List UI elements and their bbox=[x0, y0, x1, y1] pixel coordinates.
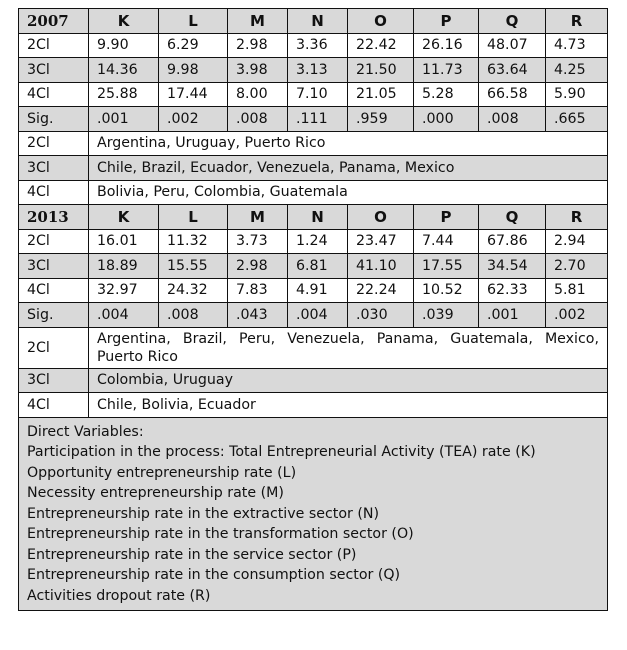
table-cell: 2.70 bbox=[546, 254, 608, 279]
col-header-m: M bbox=[228, 205, 288, 230]
table-cell: .008 bbox=[228, 107, 288, 132]
legend-item-l: Opportunity entrepreneurship rate (L) bbox=[27, 464, 297, 481]
cluster-row bbox=[19, 180, 608, 205]
cluster-row bbox=[19, 393, 608, 418]
table-cell: 62.33 bbox=[479, 278, 546, 303]
legend-item-o: Entrepreneurship rate in the transformation sector (O) bbox=[27, 526, 414, 542]
cluster-countries: Chile, Bolivia, Ecuador bbox=[89, 393, 608, 418]
table-cell: .001 bbox=[89, 107, 159, 132]
table-cell: .111 bbox=[288, 107, 348, 132]
table-cell: 2.98 bbox=[228, 33, 288, 58]
legend-title: Direct Variables: bbox=[27, 423, 144, 440]
cluster-row bbox=[19, 156, 608, 181]
table-cell: .030 bbox=[348, 303, 414, 328]
col-header-p: P bbox=[414, 9, 479, 34]
table-cell: 10.52 bbox=[414, 278, 479, 303]
cluster-countries: Argentina, Uruguay, Puerto Rico bbox=[89, 131, 608, 156]
cluster-row bbox=[19, 131, 608, 156]
table-cell: .004 bbox=[288, 303, 348, 328]
table-cell: 1.24 bbox=[288, 229, 348, 254]
table-cell: 34.54 bbox=[479, 254, 546, 279]
table-cell: 6.29 bbox=[159, 33, 228, 58]
col-header-k: K bbox=[89, 9, 159, 34]
table-cell: 7.83 bbox=[228, 278, 288, 303]
table-cell: .008 bbox=[159, 303, 228, 328]
col-header-n: N bbox=[288, 205, 348, 230]
table-cell: 66.58 bbox=[479, 82, 546, 107]
cluster-label: 3Cl bbox=[19, 368, 89, 393]
table-row bbox=[19, 229, 608, 254]
table-cell: .665 bbox=[546, 107, 608, 132]
col-header-r: R bbox=[546, 9, 608, 34]
table-cell: 67.86 bbox=[479, 229, 546, 254]
table-cell: .039 bbox=[414, 303, 479, 328]
table-cell: 32.97 bbox=[89, 278, 159, 303]
row-label: Sig. bbox=[19, 107, 89, 132]
table-cell: .002 bbox=[546, 303, 608, 328]
table-cell: 8.00 bbox=[228, 82, 288, 107]
year-2007: 2007 bbox=[19, 9, 89, 34]
legend-item-q: Entrepreneurship rate in the consumption sector (Q) bbox=[27, 567, 401, 583]
row-label: 2Cl bbox=[19, 33, 89, 58]
row-label: 4Cl bbox=[19, 82, 89, 107]
table-cell: 22.42 bbox=[348, 33, 414, 58]
table-cell: .000 bbox=[414, 107, 479, 132]
cluster-label: 4Cl bbox=[19, 393, 89, 418]
row-label: 3Cl bbox=[19, 58, 89, 83]
table-cell: 5.28 bbox=[414, 82, 479, 107]
row-label: 3Cl bbox=[19, 254, 89, 279]
col-header-p: P bbox=[414, 205, 479, 230]
table-cell: 6.81 bbox=[288, 254, 348, 279]
table-cell: .008 bbox=[479, 107, 546, 132]
table-cell: 11.73 bbox=[414, 58, 479, 83]
table-row bbox=[19, 254, 608, 279]
table-cell: 9.98 bbox=[159, 58, 228, 83]
col-header-n: N bbox=[288, 9, 348, 34]
col-header-r: R bbox=[546, 205, 608, 230]
table-cell: .004 bbox=[89, 303, 159, 328]
cluster-label: 4Cl bbox=[19, 180, 89, 205]
table-cell: 25.88 bbox=[89, 82, 159, 107]
notes-row bbox=[19, 417, 608, 611]
col-header-l: L bbox=[159, 9, 228, 34]
table-cell: 18.89 bbox=[89, 254, 159, 279]
cluster-countries: Colombia, Uruguay bbox=[89, 368, 608, 393]
table-cell: 2.98 bbox=[228, 254, 288, 279]
variables-legend bbox=[19, 417, 608, 611]
table-cell: 63.64 bbox=[479, 58, 546, 83]
table-cell: 21.50 bbox=[348, 58, 414, 83]
table-cell: 4.91 bbox=[288, 278, 348, 303]
table-cell: 48.07 bbox=[479, 33, 546, 58]
table-row bbox=[19, 33, 608, 58]
cluster-label: 3Cl bbox=[19, 156, 89, 181]
col-header-l: L bbox=[159, 205, 228, 230]
cluster-row bbox=[19, 368, 608, 393]
col-header-q: Q bbox=[479, 9, 546, 34]
legend-item-p: Entrepreneurship rate in the service sector (P) bbox=[27, 546, 357, 563]
col-header-q: Q bbox=[479, 205, 546, 230]
col-header-o: O bbox=[348, 9, 414, 34]
table-cell: 16.01 bbox=[89, 229, 159, 254]
table-cell: 17.44 bbox=[159, 82, 228, 107]
table-cell: 21.05 bbox=[348, 82, 414, 107]
table-row bbox=[19, 82, 608, 107]
table-cell: 23.47 bbox=[348, 229, 414, 254]
table-cell: 17.55 bbox=[414, 254, 479, 279]
col-header-m: M bbox=[228, 9, 288, 34]
table-cell: .043 bbox=[228, 303, 288, 328]
table-cell: 5.90 bbox=[546, 82, 608, 107]
legend-item-m: Necessity entrepreneurship rate (M) bbox=[27, 485, 284, 501]
table-cell: 3.36 bbox=[288, 33, 348, 58]
legend-item-n: Entrepreneurship rate in the extractive sector (N) bbox=[27, 505, 380, 522]
table-cell: 7.10 bbox=[288, 82, 348, 107]
cluster-countries: Argentina, Brazil, Peru, Venezuela, Panama, Guatemala, Mexico, Puerto Rico bbox=[89, 327, 608, 368]
table-cell: 4.25 bbox=[546, 58, 608, 83]
cluster-countries: Bolivia, Peru, Colombia, Guatemala bbox=[89, 180, 608, 205]
cluster-label: 2Cl bbox=[19, 131, 89, 156]
col-header-k: K bbox=[89, 205, 159, 230]
legend-item-r: Activities dropout rate (R) bbox=[27, 587, 211, 604]
table-cell: 22.24 bbox=[348, 278, 414, 303]
table-cell: 3.13 bbox=[288, 58, 348, 83]
table-cell: 26.16 bbox=[414, 33, 479, 58]
row-label: 4Cl bbox=[19, 278, 89, 303]
table-cell: 3.98 bbox=[228, 58, 288, 83]
table-cell: .001 bbox=[479, 303, 546, 328]
significance-row bbox=[19, 107, 608, 132]
table-cell: 15.55 bbox=[159, 254, 228, 279]
cluster-label: 2Cl bbox=[19, 327, 89, 368]
legend-item-k: Participation in the process: Total Entrepreneurial Activity (TEA) rate (K) bbox=[27, 444, 536, 460]
table-cell: 3.73 bbox=[228, 229, 288, 254]
table-cell: 2.94 bbox=[546, 229, 608, 254]
header-row-2013 bbox=[19, 205, 608, 230]
cluster-row bbox=[19, 327, 608, 368]
table-row bbox=[19, 58, 608, 83]
table-cell: .959 bbox=[348, 107, 414, 132]
cluster-countries: Chile, Brazil, Ecuador, Venezuela, Panama, Mexico bbox=[89, 156, 608, 181]
col-header-o: O bbox=[348, 205, 414, 230]
table-cell: 5.81 bbox=[546, 278, 608, 303]
table-cell: 14.36 bbox=[89, 58, 159, 83]
table-row bbox=[19, 278, 608, 303]
table-cell: 24.32 bbox=[159, 278, 228, 303]
row-label: Sig. bbox=[19, 303, 89, 328]
table-cell: 41.10 bbox=[348, 254, 414, 279]
table-cell: 4.73 bbox=[546, 33, 608, 58]
table-cell: 7.44 bbox=[414, 229, 479, 254]
cluster-results-table bbox=[18, 8, 608, 611]
table-cell: .002 bbox=[159, 107, 228, 132]
significance-row bbox=[19, 303, 608, 328]
table-cell: 11.32 bbox=[159, 229, 228, 254]
table-cell: 9.90 bbox=[89, 33, 159, 58]
year-2013: 2013 bbox=[19, 205, 89, 230]
header-row-2007 bbox=[19, 9, 608, 34]
row-label: 2Cl bbox=[19, 229, 89, 254]
